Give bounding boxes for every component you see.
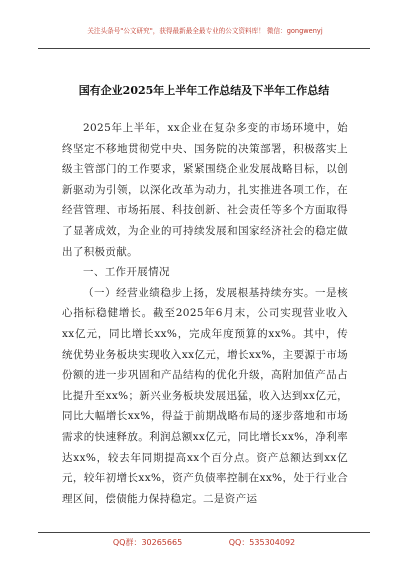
intro-paragraph: 2025年上半年，xx企业在复杂多变的市场环境中，始终坚定不移地贯彻党中央、国务院的决策部署，积极落实上级主管部门的工作要求，紧紧围绕企业发展战略目标，以创新驱动为引领，以深化改革为动力，扎实推进各项工作，在经营管理、市场拓展、科技创新、社会责任等多个方面取得了显著成效，为企业的可持续发展和国家经济社会的稳定做出了积极贡献。 <box>62 122 348 258</box>
footer-contact <box>0 537 408 548</box>
footer-divider <box>38 532 370 533</box>
header-promo: 关注头条号"公文研究"，获得最新最全最专业的公文资料库！ 微信：gongwenyj <box>87 27 323 35</box>
header-divider <box>38 48 370 49</box>
document-title: 国有企业2025年上半年工作总结及下半年工作总结 <box>78 84 330 97</box>
footer-qq: QQ：535304092 <box>228 538 296 547</box>
document-body <box>62 118 348 509</box>
footer-qq-group: QQ群：30265665 <box>112 538 183 547</box>
section-heading: 一、工作开展情况 <box>83 266 170 279</box>
body-paragraph: （一）经营业绩稳步上扬，发展根基持续夯实。一是核心指标稳健增长。截至2025年6月末，公司实现营业收入xx亿元，同比增长xx%，完成年度预算的xx%。其中，传统优势业务板块实现收入xx亿元，增长xx%，主要源于市场份额的进一步巩固和产品结构的优化升级，高附加值产品占比提升至xx%；新兴业务板块发展迅猛，收入达到xx亿元，同比大幅增长xx%，得益于前期战略布局的逐步落地和市场需求的快速释放。利润总额xx亿元，同比增长xx%，净利率达xx%，较去年同期提高xx个百分点。资产总额达到xx亿元，较年初增长xx%，资产负债率控制在xx%，处于行业合理区间，偿债能力保持稳定。二是资产运 <box>62 286 348 505</box>
